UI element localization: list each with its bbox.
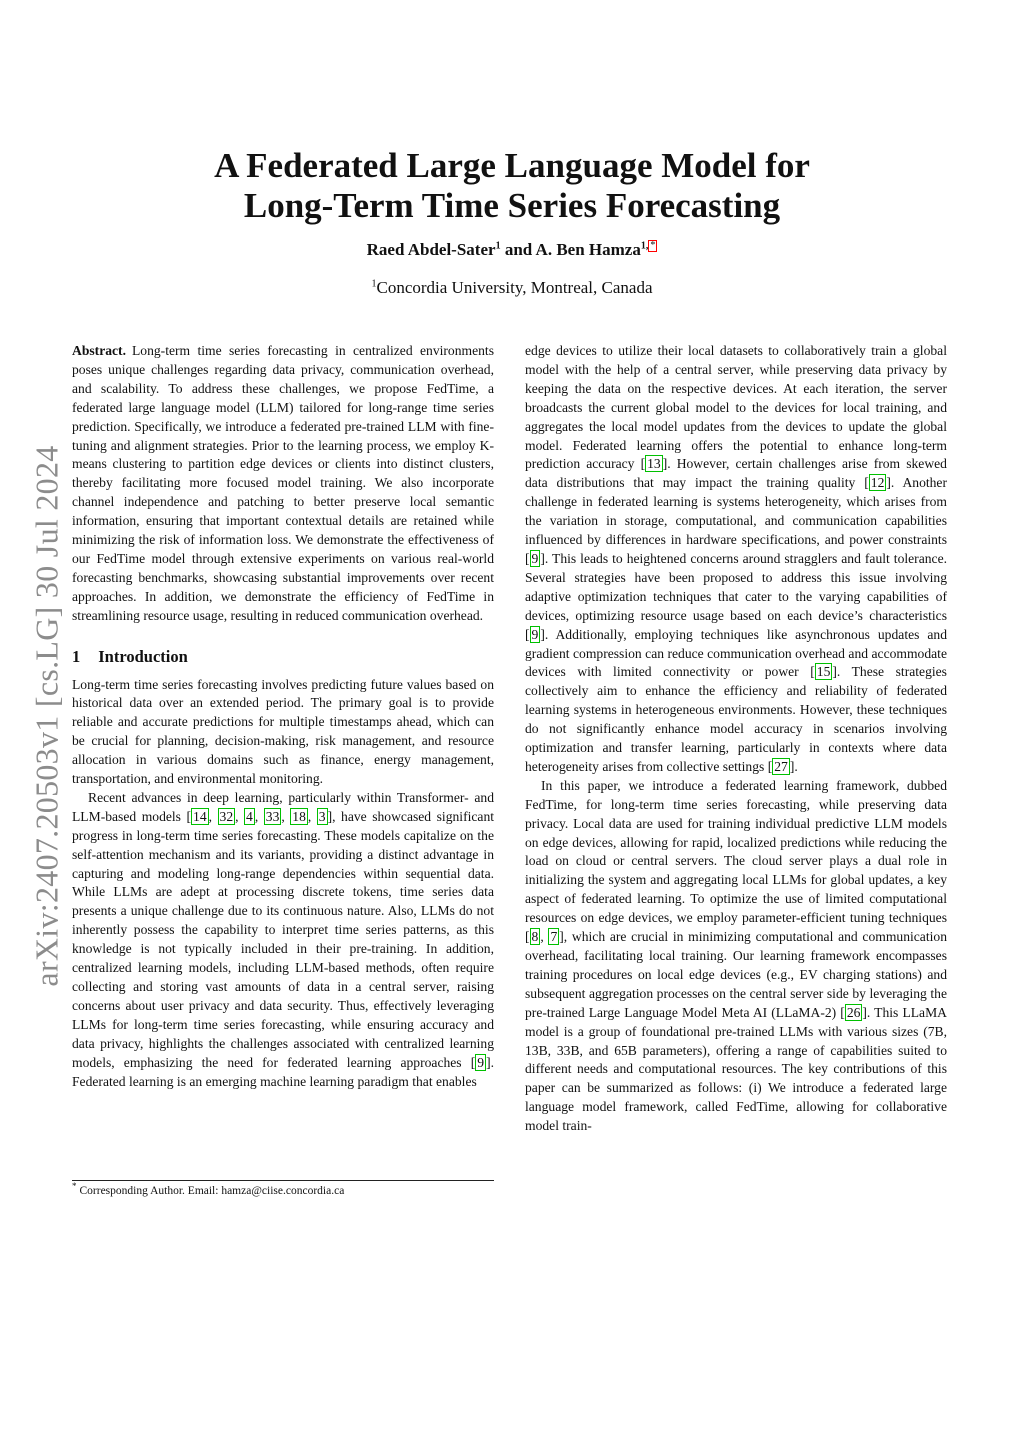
section-title: Introduction	[98, 646, 188, 666]
paragraph-text: ]. Another challenge in federated learning is systems heterogeneity, which arises from the variation in storage, computational, and communication capabilities influenced by differences in hardware specifications, and power constraints [	[525, 475, 947, 566]
paragraph-text: edge devices to utilize their local datasets to collaboratively train a global model with the help of a central server, while preserving data privacy by keeping the data on the respective devices. At each iteration, the server broadcasts the current global model to the devices for local training, and aggregates the local model updates from the devices to update the global model. Federated learning offers the potential to enhance long-term prediction accuracy [	[525, 343, 947, 472]
title-line-2: Long-Term Time Series Forecasting	[243, 186, 781, 225]
author-1-affil: 1	[495, 240, 501, 252]
paragraph-text: In this paper, we introduce a federated learning framework, dubbed FedTime, for long-term time series forecasting, while preserving data privacy. Local data are used for training individual predictive LLM models on edge devices, allowing for rapid, localized predictions while reducing the load on cloud or central servers. The cloud server plays a dual role in initializing the system and aggregating local LLMs for global updates, a key aspect of federated learning. To optimize the use of limited computational resources on edge devices, we employ parameter-efficient tuning techniques [	[525, 777, 947, 945]
citation-link[interactable]: 18	[292, 808, 306, 824]
affiliation-number: 1	[371, 278, 377, 290]
citation-link[interactable]: 26	[846, 1004, 861, 1020]
citation-link[interactable]: 13	[647, 456, 661, 472]
author-2-affil: 1,	[640, 240, 649, 252]
paragraph-text: ]. Additionally, employing techniques like asynchronous updates and gradient compression can reduce communication overhead and accommodate devices with limited connectivity or power [	[525, 626, 947, 680]
author-1: Raed Abdel-Sater	[366, 240, 496, 259]
section-heading	[72, 648, 494, 667]
footnote	[72, 1180, 494, 1197]
paragraph-text: ]. This leads to heightened concerns around stragglers and fault tolerance. Several strategies have been proposed to address this issue involving adaptive optimization techniques that cater to the varying capabilities of devices, optimizing resource usage based on each device’s characteristics [	[525, 550, 947, 642]
left-column	[72, 342, 494, 1091]
citation-link[interactable]: 12	[870, 475, 885, 491]
intro-paragraph-2: Recent advances in deep learning, particularly within Transformer- and LLM-based models [ 14 , 32 , 4 , 33 , 18 , 3 ], have showcased significant progress in long-term time series forecasting. These models capitalize on the self-attention mechanism and its variants, providing a distinct advantage in capturing and modeling long-range dependencies within sequential data. While LLMs are adept at processing discrete tokens, time series data presents a unique challenge due to its continuous nature. Also, LLMs do not inherently possess the capability to interpret time series patterns, as this knowledge is not typically included in their pre-training. In addition, centralized learning models, including LLM-based methods, often require collecting and storing vast amounts of data in a central server, raising concerns about user privacy and data security. Thus, effectively leveraging LLMs for long-term time series forecasting, while ensuring accuracy and data privacy, highlights the challenges associated with centralized learning models, emphasizing the need for federated learning approaches [ 9 ]. Federated learning is an emerging machine learning paradigm that enables	[72, 789, 495, 1089]
intro-paragraph-2-continued	[525, 342, 947, 777]
corresponding-footnote-link[interactable]: *	[650, 240, 656, 252]
abstract-text: Long-term time series forecasting in centralized environments poses unique challenges regarding data privacy, communication overhead, and scalability. To address these challenges, we propose FedTime, a federated large language model (LLM) tailored for long-range time series prediction. Specifically, we introduce a federated pre-trained LLM with fine-tuning and alignment strategies. Prior to the learning process, we employ K-means clustering to partition edge devices or clients into distinct clusters, thereby facilitating more focused model training. We also incorporate channel independence and patching to better preserve local semantic information, ensuring that important contextual details are retained while minimizing the risk of information loss. We demonstrate the effectiveness of our FedTime model through extensive experiments on various real-world forecasting benchmarks, showcasing substantial improvements over recent approaches. In addition, we demonstrate the efficiency of FedTime in streamlining resource usage, resulting in reduced communication overhead.	[72, 343, 494, 623]
citation-link[interactable]: 8	[531, 929, 539, 945]
citation-link[interactable]: 7	[550, 929, 558, 945]
author-conjunction: and	[500, 240, 536, 259]
citation-link[interactable]: 33	[265, 808, 280, 824]
paragraph-text: ].	[789, 758, 798, 774]
abstract	[72, 342, 494, 626]
author-list	[0, 240, 1024, 260]
citation-link[interactable]: 14	[193, 808, 207, 824]
paragraph-text: ]. These strategies collectively aim to enhance the efficiency and reliability of federated learning systems in heterogeneous environments. However, these techniques do not significantly enhance model accuracy in scenarios involving optimization and transfer learning, particularly in contexts where data heterogeneity arises from collective settings [	[525, 664, 947, 774]
section-number: 1	[72, 646, 81, 666]
citation-link[interactable]: 32	[219, 808, 234, 824]
intro-paragraph-3: In this paper, we introduce a federated learning framework, dubbed FedTime, for long-term time series forecasting, while preserving data privacy. Local data are used for training individual predictive LLM models on edge devices, allowing for rapid, localized predictions while reducing the load on cloud or central servers. The cloud server plays a dual role in initializing the system and aggregating local LLMs for global updates, a key aspect of federated learning. To optimize the use of limited computational resources on edge devices, we employ parameter-efficient tuning techniques [ 8 , 7 ], which are crucial in minimizing computational and communication overhead, facilitating local training. Our learning framework encompasses training procedures on local edge devices (e.g., EV charging stations) and subsequent aggregation processes on the central server side by leveraging the pre-trained Large Language Model Meta AI (LLaMA-2) [ 26 ]. This LLaMA model is a group of foundational pre-trained LLMs with various sizes (7B, 13B, 33B, and 65B parameters), offering a range of capabilities suited to different needs and computational resources. The key contributions of this paper can be summarized as follows: (i) We introduce a federated large language model framework, called FedTime, allowing for collaborative model train-	[525, 777, 947, 1134]
arxiv-stamp: arXiv:2407.20503v1 [cs.LG] 30 Jul 2024	[28, 445, 65, 987]
paragraph-text: ], have showcased significant progress in long-term time series forecasting. These models capitalize on the self-attention mechanism and its variants, providing a distinct advantage in capturing and modeling long-range dependencies within sequential data. While LLMs are adept at processing discrete tokens, time series data presents a unique challenge due to its continuous nature. Also, LLMs do not inherently possess the capability to interpret time series patterns, as this knowledge is not typically included in their pre-training. In addition, centralized learning models, including LLM-based methods, often require collecting and storing vast amounts of data in a central server, raising concerns about user privacy and data security. Thus, effectively leveraging LLMs for long-term time series forecasting, while ensuring accuracy and data privacy, highlights the challenges associated with centralized learning models, emphasizing the need for federated learning approaches [	[72, 808, 495, 1070]
right-column	[525, 342, 947, 1136]
paragraph-text: ]. This LLaMA model is a group of foundational pre-trained LLMs with various sizes (7B, 13B, 33B, and 65B parameters), offering a range of capabilities suited to different needs and computational resources. The key contributions of this paper can be summarized as follows: (i) We introduce a federated large language model framework, called FedTime, allowing for collaborative model train-	[525, 1004, 947, 1134]
citation-link[interactable]: 4	[246, 808, 253, 824]
author-2: A. Ben Hamza	[535, 240, 641, 259]
citation-link[interactable]: 27	[774, 758, 788, 774]
affiliation	[0, 278, 1024, 298]
intro-paragraph-1: Long-term time series forecasting involves predicting future values based on historical data over an extended period. The primary goal is to provide reliable and accurate predictions for multiple timestamps ahead, which can be crucial for planning, decision-making, risk management, and resource allocation in various domains such as finance, energy management, transportation, and environmental monitoring.	[72, 676, 494, 787]
footnote-mark: *	[72, 1181, 77, 1192]
affiliation-text: Concordia University, Montreal, Canada	[376, 278, 653, 297]
paragraph-text: ], which are crucial in minimizing computational and communication overhead, facilitating local training. Our learning framework encompasses training procedures on local edge devices (e.g., EV charging stations) and subsequent aggregation processes on the central server side by leveraging the pre-trained Large Language Model Meta AI (LLaMA-2) [	[525, 929, 947, 1020]
abstract-label: Abstract.	[72, 343, 126, 358]
title-line-1: A Federated Large Language Model for	[214, 146, 810, 185]
footnote-text: Corresponding Author. Email: hamza@ciise.concordia.ca	[79, 1185, 345, 1197]
citation-link[interactable]: 9	[477, 1054, 485, 1070]
citation-link[interactable]: 9	[531, 550, 539, 566]
citation-link[interactable]: 15	[816, 664, 831, 680]
paragraph-text: ]. Federated learning is an emerging machine learning paradigm that enables	[72, 1054, 494, 1089]
paragraph-text: ]. However, certain challenges arise from skewed data distributions that may impact the training quality [	[525, 456, 947, 491]
citation-link[interactable]: 3	[318, 808, 326, 824]
citation-link[interactable]: 9	[531, 626, 539, 642]
paper-title	[0, 146, 1024, 226]
paragraph-text: Recent advances in deep learning, particularly within Transformer- and LLM-based models [	[72, 789, 494, 824]
